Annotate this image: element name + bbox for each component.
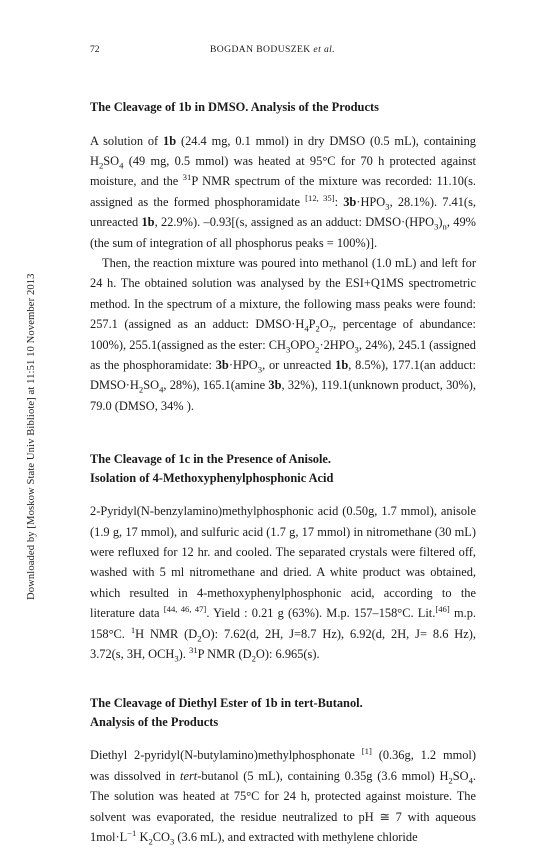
heading-line: Isolation of 4-Methoxyphenylphosphonic Acid [90, 470, 334, 485]
heading-line: Analysis of the Products [90, 714, 219, 729]
section-heading-dmso [90, 98, 476, 117]
paragraph-anisole-procedure: 2-Pyridyl(N-benzylamino)methylphosphonic acid (0.50g, 1.7 mmol), anisole (1.9 g, 17 mmol), and sulfuric acid (1.7 g, 17 mmol) in nitromethane (30 mL) were refluxed for 12 hr. and cooled. The separated crystals were filtered off, washed with 5 ml nitromethane and dried. A white product was obtained, which resulted in 4-methoxyphenylphosphonic acid, according to the literature data [44, 46, 47]. Yield : 0.21 g (63%). M.p. 157–158°C. Lit.[46] m.p. 158°C. $^1$H NMR $(D_2O)$: 7.62(d, 2H, J=8.7 Hz), 6.92(d, 2H, J= 8.6 Hz), 3.72(s, 3H, $OCH_3$). $^{31}$P NMR $(D_2O)$: 6.965(s). [90, 504, 476, 664]
running-head-etal: et al. [313, 44, 336, 55]
article-body [90, 98, 476, 847]
running-head [210, 44, 335, 55]
download-watermark-text: Downloaded by [Moskow State Univ Bibliote] at 11:51 10 November 2013 [26, 273, 37, 600]
running-head-authors: BOGDAN BODUSZEK [210, 44, 311, 55]
paragraph-tert-butanol-procedure: Diethyl 2-pyridyl(N-butylamino)methylphosphonate [1] (0.36g, 1.2 mmol) was dissolved in tert-butanol (5 mL), containing 0.35g (3.6 mmol) $H_2SO_4$. The solution was heated at 75°C for 24 h, protected against moisture. The solvent was evaporated, the residue neutralized to pH ≅ 7 with aqueous $1mol\cdot L^{-1}$ $K_2CO_3$ (3.6 mL), and extracted with methylene chloride [90, 746, 477, 847]
paragraph-dmso-mass-spectrum: Then, the reaction mixture was poured into methanol (1.0 mL) and left for 24 h. The obtained solution was analysed by the ESI+Q1MS spectrometric method. In the spectrum of a mixture, the following mass peaks were found: 257.1 (assigned as an adduct: $DMSO\cdot H_4P_2O_7$, percentage of abundance: 100%), 255.1(assigned as the ester: $CH_3OPO_2\cdot 2HPO_3$, 24%), 245.1 (assigned as the phosphoramidate: $3b\cdot HPO_3$, or unreacted 1b, 8.5%), 177.1(an adduct: $DMSO\cdot H_2SO_4$, 28%), 165.1(amine 3b, 32%), 119.1(unknown product, 30%), 79.0 (DMSO, 34% ). [90, 255, 476, 413]
section-heading-tert-butanol [90, 694, 476, 731]
heading-line: The Cleavage of Diethyl Ester of 1b in tert-Butanol. [90, 696, 363, 711]
download-watermark [0, 0, 40, 864]
paragraph-dmso-solution: A solution of 1b (24.4 mg, 0.1 mmol) in dry DMSO (0.5 mL), containing $H_2SO_4$ (49 mg, 0.5 mmol) was heated at 95°C for 70 h protected against moisture, and the $^{31}$P NMR spectrum of the mixture was recorded: 11.10(s. assigned as the formed phosphoramidate [12, 35]: $3b\cdot HPO_3$, 28.1%). 7.41(s, unreacted 1b, 22.9%). –0.93[(s, assigned as an adduct: $DMSO\cdot(HPO_3)_n$, 49% (the sum of integration of all phosphorus peaks = 100%)]. [90, 133, 477, 250]
page-number: 72 [90, 44, 100, 55]
section-heading-anisole [90, 450, 476, 487]
heading-line: The Cleavage of 1c in the Presence of Anisole. [90, 452, 332, 467]
heading-line: The Cleavage of 1b in DMSO. Analysis of the Products [90, 100, 379, 114]
